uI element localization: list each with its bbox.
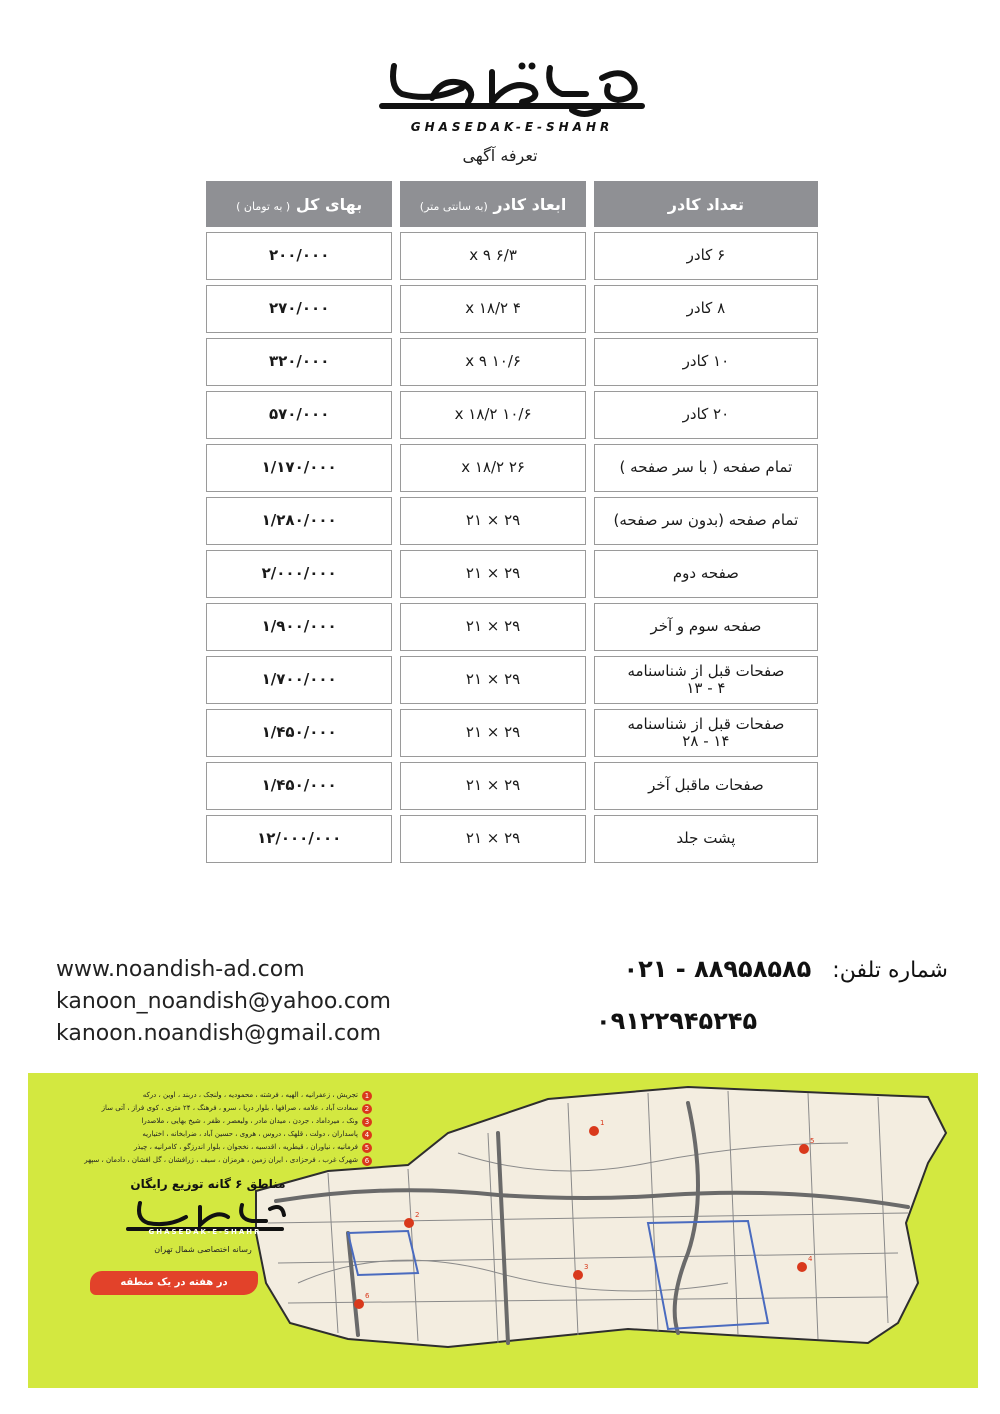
row-label xyxy=(594,762,818,810)
table-header-row xyxy=(206,181,818,227)
zone-item xyxy=(62,1141,372,1154)
map-zone-marker: 2 xyxy=(415,1211,420,1219)
row-label xyxy=(594,444,818,492)
zone-number-badge: 3 xyxy=(362,1117,372,1127)
row-price: ۳۲۰/۰۰۰ xyxy=(206,338,392,386)
banner-latin-name: GHASEDAK-E-SHAHR xyxy=(148,1228,262,1236)
phone-label: شماره تلفن: xyxy=(832,958,948,983)
row-label-text: صفحات قبل از شناسنامه xyxy=(627,714,785,733)
header-dims-label: ابعاد کادر xyxy=(493,194,567,214)
row-label xyxy=(594,709,818,757)
row-price: ۱۲/۰۰۰/۰۰۰ xyxy=(206,815,392,863)
table-row xyxy=(206,391,818,439)
table-row xyxy=(206,444,818,492)
row-label-text: ۱۰ کادر xyxy=(682,352,730,371)
row-label xyxy=(594,603,818,651)
row-label-range: ۱۴ - ۲۸ xyxy=(682,732,730,750)
row-price: ۱/۹۰۰/۰۰۰ xyxy=(206,603,392,651)
row-dimensions: ۲۶ x ۱۸/۲ xyxy=(400,444,585,492)
row-dimensions: ۲۹ × ۲۱ xyxy=(400,497,585,545)
header-count: تعداد کادر xyxy=(594,181,818,227)
zone-number-badge: 6 xyxy=(362,1156,372,1166)
row-label-text: پشت جلد xyxy=(676,829,736,848)
header-dims-unit: (به سانتی متر) xyxy=(419,199,488,213)
row-label xyxy=(594,285,818,333)
map-zone-marker: 5 xyxy=(810,1137,815,1145)
zone-item xyxy=(62,1115,372,1128)
row-price: ۲۰۰/۰۰۰ xyxy=(206,232,392,280)
zone-areas: سعادت آباد ، علامه ، صرافها ، بلوار دریا ، سرو ، فرهنگ ، ۲۴ متری ، کوی فراز ، آتی ساز xyxy=(101,1104,358,1112)
map-zone-marker: 1 xyxy=(600,1119,605,1127)
phone-line xyxy=(623,955,948,983)
zone-areas: ونک ، میرداماد ، جردن ، میدان مادر ، ولیعصر ، ظفر ، شیخ بهایی ، ملاصدرا xyxy=(141,1117,358,1125)
zone-areas: شهرک غرب ، فرحزادی ، ایران زمین ، هرمزان ، سیف ، زرافشان ، گل افشان ، دادمان ، سپهر xyxy=(84,1156,358,1164)
zone-item xyxy=(62,1128,372,1141)
table-row xyxy=(206,656,818,704)
row-dimensions: ۶/۳ x ۹ xyxy=(400,232,585,280)
table-row xyxy=(206,709,818,757)
row-label-text: صفحات قبل از شناسنامه xyxy=(627,661,785,680)
zone-item xyxy=(62,1154,372,1167)
row-price: ۱/۲۸۰/۰۰۰ xyxy=(206,497,392,545)
row-label-text: تمام صفحه (بدون سر صفحه) xyxy=(613,511,799,530)
zone-item xyxy=(62,1102,372,1115)
header-price xyxy=(206,181,392,227)
row-label-text: صفحات ماقبل آخر xyxy=(648,776,764,795)
row-label-range: ۴ - ۱۳ xyxy=(686,679,726,697)
brand-latin-name: GHASEDAK-E-SHAHR xyxy=(410,120,614,134)
table-row xyxy=(206,285,818,333)
rates-table xyxy=(198,176,826,868)
mobile-number[interactable]: ۰۹۱۲۲۹۴۵۲۴۵ xyxy=(596,1007,758,1035)
row-label xyxy=(594,656,818,704)
row-price: ۲/۰۰۰/۰۰۰ xyxy=(206,550,392,598)
row-label xyxy=(594,338,818,386)
row-label xyxy=(594,497,818,545)
distribution-map-banner xyxy=(28,1073,978,1388)
row-dimensions: ۲۹ × ۲۱ xyxy=(400,815,585,863)
row-label-text: صفحه سوم و آخر xyxy=(650,617,762,636)
row-dimensions: ۲۹ × ۲۱ xyxy=(400,762,585,810)
row-price: ۱/۷۰۰/۰۰۰ xyxy=(206,656,392,704)
row-price: ۱/۴۵۰/۰۰۰ xyxy=(206,762,392,810)
contact-block xyxy=(56,954,391,1050)
zone-areas: فرمانیه ، نیاوران ، قیطریه ، اقدسیه ، نخجوان ، بلوار اندرزگو ، کامرانیه ، چیذر xyxy=(133,1143,358,1151)
header-dims xyxy=(400,181,585,227)
phone-number[interactable]: ۰۲۱ - ۸۸۹۵۸۵۸۵ xyxy=(623,955,812,983)
row-dimensions: ۱۰/۶ x ۹ xyxy=(400,338,585,386)
zone-areas: پاسداران ، دولت ، قلهک ، دروس ، هروی ، حسین آباد ، ضرابخانه ، اختیاریه xyxy=(142,1130,358,1138)
row-dimensions: ۲۹ × ۲۱ xyxy=(400,550,585,598)
table-row xyxy=(206,762,818,810)
banner-slogan: در هفته در یک منطقه xyxy=(90,1271,258,1295)
row-label-text: صفحه دوم xyxy=(672,564,739,583)
website-link[interactable]: www.noandish-ad.com xyxy=(56,957,305,982)
table-row xyxy=(206,603,818,651)
zone-number-badge: 2 xyxy=(362,1104,372,1114)
email-yahoo-link[interactable]: kanoon_noandish@yahoo.com xyxy=(56,989,391,1014)
row-dimensions: ۲۹ × ۲۱ xyxy=(400,603,585,651)
map-zone-marker: 4 xyxy=(808,1255,813,1263)
zone-number-badge: 4 xyxy=(362,1130,372,1140)
map-zone-marker: 6 xyxy=(365,1292,370,1300)
table-row xyxy=(206,550,818,598)
row-label-text: ۶ کادر xyxy=(686,246,726,265)
page-subtitle: تعرفه آگهی xyxy=(462,146,538,165)
header-price-unit: ( به تومان ) xyxy=(236,199,291,213)
row-label xyxy=(594,815,818,863)
zone-areas: تجریش ، زعفرانیه ، الهیه ، فرشته ، محمودیه ، ولنجک ، دربند ، اوین ، درکه xyxy=(142,1091,358,1099)
email-gmail-link[interactable]: kanoon.noandish@gmail.com xyxy=(56,1021,382,1046)
table-row xyxy=(206,338,818,386)
row-dimensions: ۲۹ × ۲۱ xyxy=(400,656,585,704)
banner-tagline: رسانه اختصاصی شمال تهران xyxy=(154,1245,252,1254)
table-row xyxy=(206,497,818,545)
zone-number-badge: 5 xyxy=(362,1143,372,1153)
row-label xyxy=(594,391,818,439)
row-price: ۵۷۰/۰۰۰ xyxy=(206,391,392,439)
row-label-text: تمام صفحه ( با سر صفحه ) xyxy=(619,458,793,477)
row-price: ۲۷۰/۰۰۰ xyxy=(206,285,392,333)
map-zone-marker: 3 xyxy=(584,1263,589,1271)
zone-list xyxy=(62,1089,372,1167)
brand-logo xyxy=(372,58,652,140)
row-dimensions: ۲۹ × ۲۱ xyxy=(400,709,585,757)
row-label-text: ۸ کادر xyxy=(686,299,726,318)
row-label xyxy=(594,232,818,280)
row-label xyxy=(594,550,818,598)
row-label-text: ۲۰ کادر xyxy=(682,405,730,424)
row-price: ۱/۴۵۰/۰۰۰ xyxy=(206,709,392,757)
logo-calligraphy-icon xyxy=(372,58,652,120)
header-price-label: بهای کل xyxy=(295,194,363,214)
zone-number-badge: 1 xyxy=(362,1091,372,1101)
table-row xyxy=(206,815,818,863)
zone-item xyxy=(62,1089,372,1102)
row-dimensions: ۱۰/۶ x ۱۸/۲ xyxy=(400,391,585,439)
banner-title: مناطق ۶ گانه توزیع رایگان xyxy=(130,1177,286,1191)
row-price: ۱/۱۷۰/۰۰۰ xyxy=(206,444,392,492)
row-dimensions: ۴ x ۱۸/۲ xyxy=(400,285,585,333)
table-row xyxy=(206,232,818,280)
